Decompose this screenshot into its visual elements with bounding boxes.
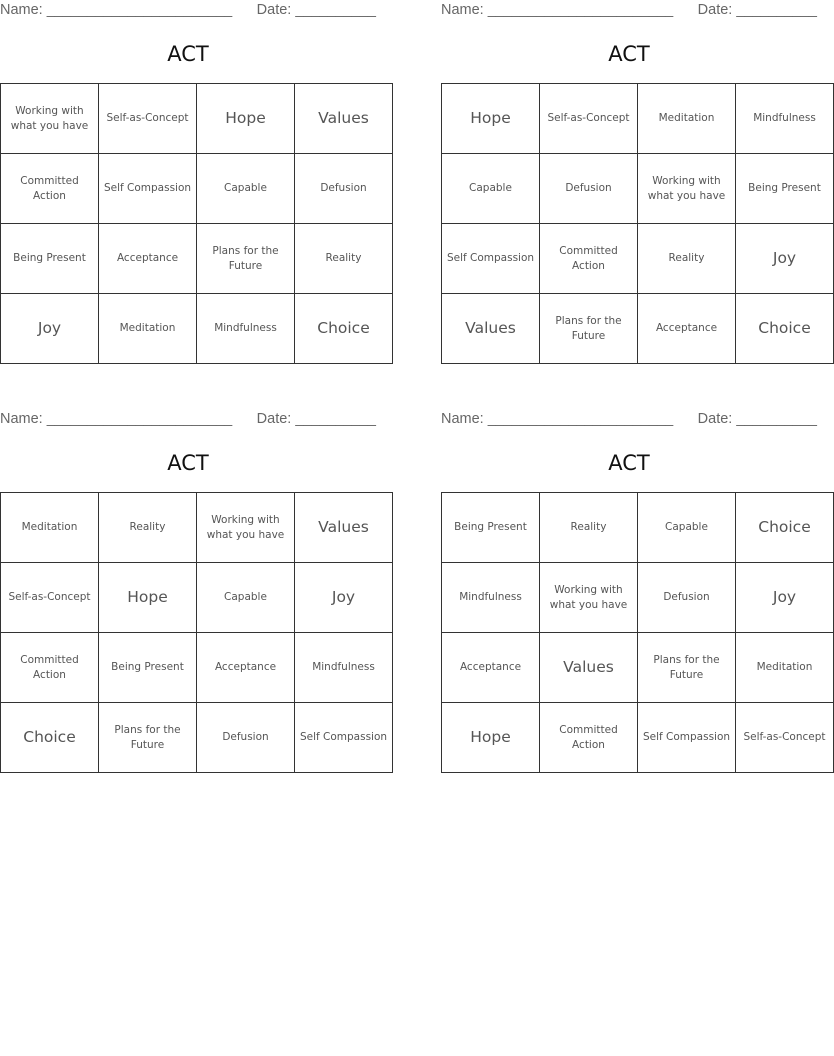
date-field[interactable]: Date: __________ (256, 411, 376, 427)
card-title: ACT (608, 42, 650, 66)
name-field[interactable]: Name: _______________________ (441, 2, 674, 18)
grid-cell: Capable (197, 154, 295, 224)
grid-cell: Self Compassion (295, 703, 393, 773)
bingo-grid (441, 83, 834, 364)
grid-cell: Defusion (540, 154, 638, 224)
grid-cell: Joy (736, 563, 834, 633)
grid-cell: Self Compassion (99, 154, 197, 224)
date-field[interactable]: Date: __________ (697, 2, 817, 18)
grid-cell: Choice (736, 493, 834, 563)
grid-cell: Meditation (736, 633, 834, 703)
card-title: ACT (608, 451, 650, 475)
grid-cell: Capable (442, 154, 540, 224)
name-field[interactable]: Name: _______________________ (441, 411, 674, 427)
grid-cell: Self-as-Concept (99, 84, 197, 154)
card-title: ACT (167, 42, 209, 66)
grid-cell: Plans for the Future (99, 703, 197, 773)
grid-cell: Capable (197, 563, 295, 633)
date-field[interactable]: Date: __________ (256, 2, 376, 18)
grid-cell: Capable (638, 493, 736, 563)
grid-cell: Joy (736, 224, 834, 294)
grid-cell: Values (442, 294, 540, 364)
grid-cell: Meditation (99, 294, 197, 364)
grid-cell: Joy (295, 563, 393, 633)
grid-cell: Choice (736, 294, 834, 364)
grid-cell: Acceptance (442, 633, 540, 703)
grid-cell: Reality (99, 493, 197, 563)
grid-cell: Defusion (638, 563, 736, 633)
grid-cell: Acceptance (197, 633, 295, 703)
grid-cell: Reality (638, 224, 736, 294)
grid-cell: Reality (295, 224, 393, 294)
grid-cell: Mindfulness (736, 84, 834, 154)
bingo-grid (0, 492, 393, 773)
name-field[interactable]: Name: _______________________ (0, 411, 233, 427)
grid-cell: Working with what you have (197, 493, 295, 563)
grid-cell: Plans for the Future (197, 224, 295, 294)
grid-cell: Choice (295, 294, 393, 364)
name-date-bar (441, 409, 817, 431)
name-date-bar (0, 0, 376, 22)
grid-cell: Being Present (442, 493, 540, 563)
grid-cell: Hope (99, 563, 197, 633)
grid-cell: Defusion (197, 703, 295, 773)
grid-cell: Values (540, 633, 638, 703)
grid-cell: Values (295, 493, 393, 563)
grid-cell: Committed Action (1, 633, 99, 703)
bingo-grid (0, 83, 393, 364)
grid-cell: Meditation (1, 493, 99, 563)
grid-cell: Mindfulness (197, 294, 295, 364)
grid-cell: Mindfulness (442, 563, 540, 633)
grid-cell: Reality (540, 493, 638, 563)
grid-cell: Self Compassion (442, 224, 540, 294)
grid-cell: Working with what you have (540, 563, 638, 633)
grid-cell: Plans for the Future (540, 294, 638, 364)
grid-cell: Self-as-Concept (540, 84, 638, 154)
grid-cell: Being Present (1, 224, 99, 294)
grid-cell: Being Present (736, 154, 834, 224)
grid-cell: Being Present (99, 633, 197, 703)
grid-cell: Acceptance (99, 224, 197, 294)
grid-cell: Self-as-Concept (736, 703, 834, 773)
name-date-bar (0, 409, 376, 431)
name-date-bar (441, 0, 817, 22)
bingo-grid (441, 492, 834, 773)
grid-cell: Hope (197, 84, 295, 154)
grid-cell: Choice (1, 703, 99, 773)
grid-cell: Hope (442, 84, 540, 154)
grid-cell: Mindfulness (295, 633, 393, 703)
grid-cell: Committed Action (540, 703, 638, 773)
grid-cell: Self-as-Concept (1, 563, 99, 633)
grid-cell: Plans for the Future (638, 633, 736, 703)
grid-cell: Working with what you have (1, 84, 99, 154)
name-field[interactable]: Name: _______________________ (0, 2, 233, 18)
grid-cell: Acceptance (638, 294, 736, 364)
grid-cell: Defusion (295, 154, 393, 224)
grid-cell: Hope (442, 703, 540, 773)
grid-cell: Committed Action (1, 154, 99, 224)
grid-cell: Committed Action (540, 224, 638, 294)
grid-cell: Self Compassion (638, 703, 736, 773)
card-title: ACT (167, 451, 209, 475)
grid-cell: Working with what you have (638, 154, 736, 224)
grid-cell: Joy (1, 294, 99, 364)
grid-cell: Meditation (638, 84, 736, 154)
grid-cell: Values (295, 84, 393, 154)
date-field[interactable]: Date: __________ (697, 411, 817, 427)
